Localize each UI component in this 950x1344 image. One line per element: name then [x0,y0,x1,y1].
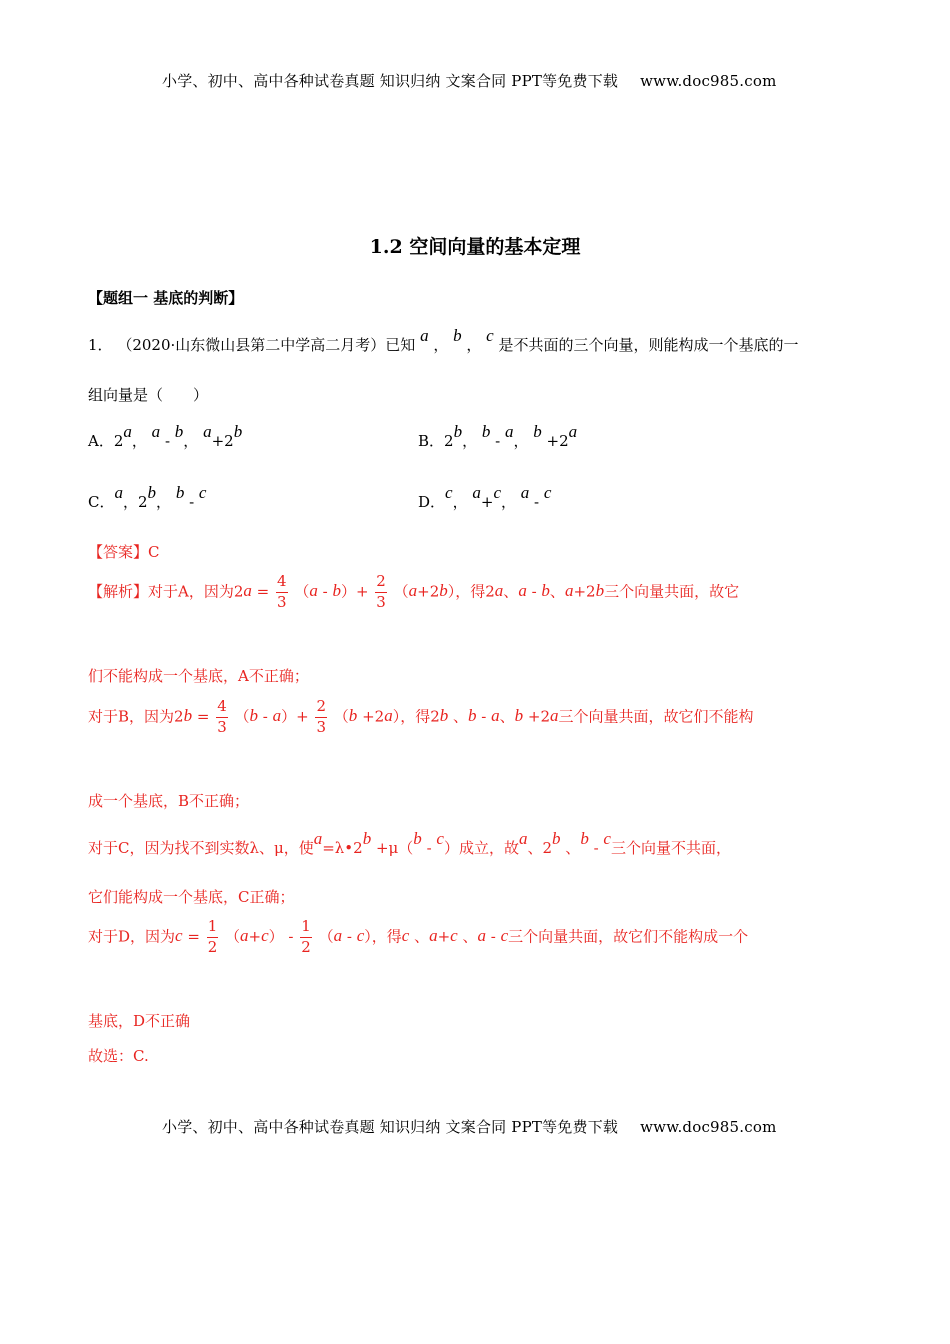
var-c: c [486,326,494,345]
option-c[interactable]: C．a，2b， b - c [88,483,207,511]
question-stem-line1: 1． （2020·山东微山县第二中学高二月考）已知 a ， b ， c 是不共面的三个向量，则能构成一个基底的一 [88,326,799,354]
analysis-d-line1: 对于D，因为c = $\frac{1}{2}$ （a+c） - $\frac{1}{2}$ （a - c），得c 、a+c 、a - c三个向量共面，故它们不能构成一个 [88,917,749,956]
analysis-b-line1: 对于B，因为2b = $\frac{4}{3}$ （b - a）+ $\frac{2}{3}$ （b +2a），得2b 、b - a、b +2a三个向量共面，故它们不能构 [88,697,754,736]
page-title: 1.2 空间向量的基本定理 [369,236,581,258]
fraction-4-3: $\frac{4}{3}$ [277,572,287,611]
answer-line: 【答案】C [88,543,160,561]
fraction-4-3-b: $\frac{4}{3}$ [217,697,227,736]
fraction-1-2: $\frac{1}{2}$ [207,917,218,956]
answer-value: C [148,543,160,561]
fraction-2-3: $\frac{2}{3}$ [376,572,386,611]
var-b: b [453,326,462,345]
footer-text: 小学、初中、高中各种试卷真题 知识归纳 文案合同 PPT等免费下载 [162,1118,619,1136]
analysis-a-line2: 们不能构成一个基底，A不正确； [88,667,309,685]
analysis-b-line2: 成一个基底，B不正确； [88,792,250,810]
analysis-c-line2: 它们能构成一个基底，C正确； [88,888,295,906]
option-d[interactable]: D．c， a+c， a - c [418,483,552,511]
option-a[interactable]: A．2a， a - b， a+2b [88,422,243,450]
analysis-a-line1: 【解析】对于A，因为2a = $\frac{4}{3}$ （a - b）+ $\frac{2}{3}$ （a+2b），得2a、a - b、a+2b三个向量共面，故它 [88,572,740,611]
fraction-1-2-b: $\frac{1}{2}$ [301,917,311,956]
analysis-c-line1: 对于C，因为找不到实数λ、μ，使a=λ•2b +μ（b - c）成立，故a、2b 、b - c三个向量不共面， [88,829,731,857]
question-stem-line2: 组向量是（ ） [88,386,209,404]
option-b[interactable]: B．2b， b - a， b +2a [418,422,578,450]
analysis-conclusion: 故选：C. [88,1047,149,1065]
footer-site: www.doc985.com [640,1118,777,1136]
page-header [162,70,777,91]
fraction-2-3-b: $\frac{2}{3}$ [316,697,327,736]
header-text: 小学、初中、高中各种试卷真题 知识归纳 文案合同 PPT等免费下载 [162,72,619,90]
group-title: 【题组一 基底的判断】 [88,289,244,307]
header-site: www.doc985.com [640,72,777,90]
var-a: a [420,326,429,345]
analysis-d-line2: 基底，D不正确 [88,1012,191,1030]
page-footer [162,1116,777,1137]
